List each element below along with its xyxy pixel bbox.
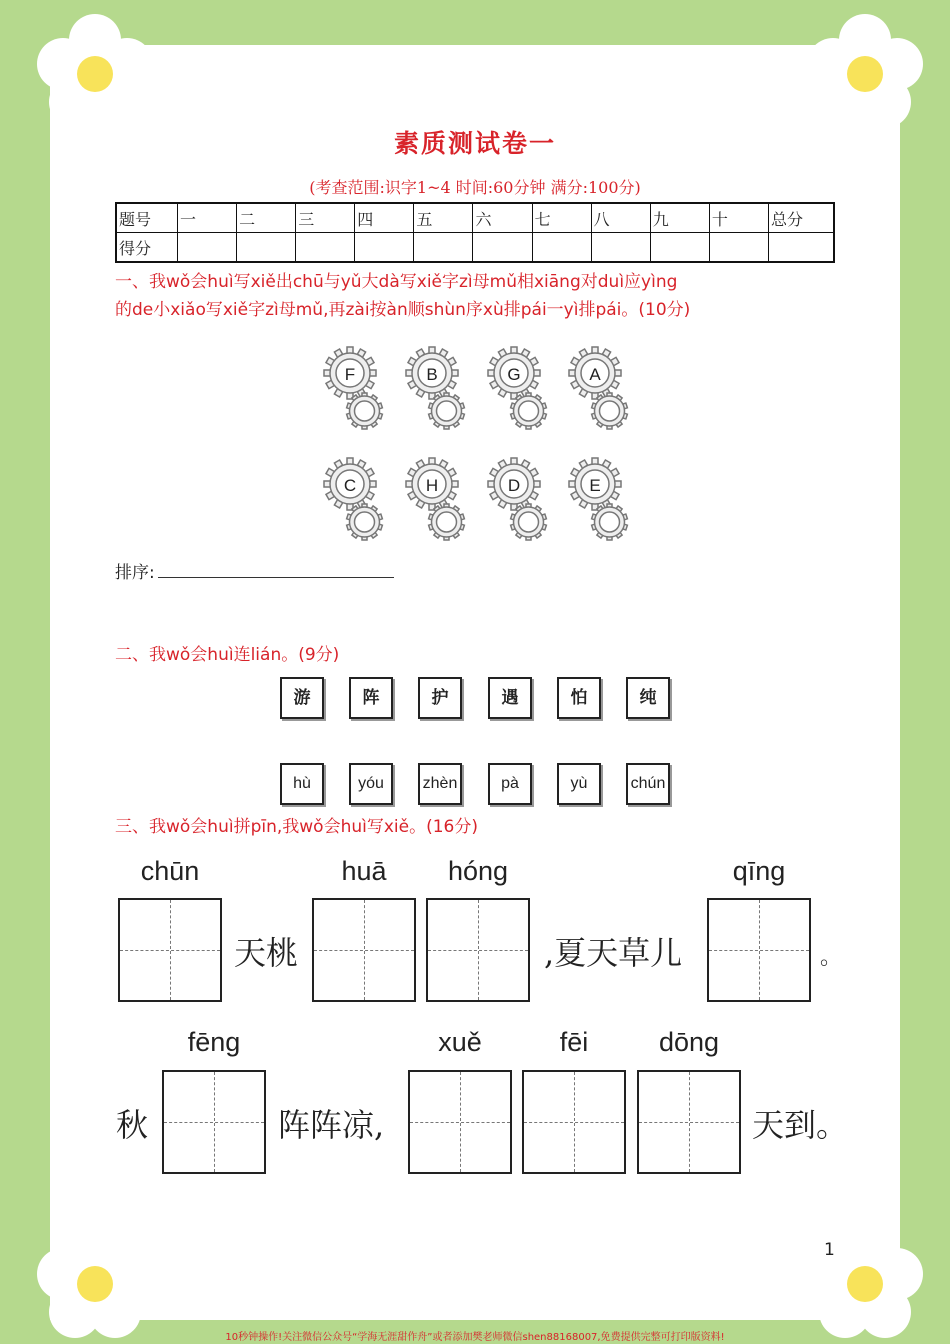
gear-letter: C: [343, 476, 357, 495]
score-input-cell[interactable]: [296, 233, 355, 263]
char-box[interactable]: 纯: [626, 677, 670, 719]
gear-letter: F: [344, 365, 356, 384]
page-title: 素质测试卷一: [393, 129, 556, 158]
char-box[interactable]: 护: [418, 677, 462, 719]
sentence-text: ,夏天草儿: [544, 934, 683, 972]
writing-grid-box[interactable]: [162, 1070, 266, 1174]
writing-grid-box[interactable]: [522, 1070, 626, 1174]
gear-icon: [567, 345, 637, 445]
gear-icon: [322, 456, 392, 556]
gear-letter: D: [507, 476, 521, 495]
flower-top-left-icon: [35, 12, 155, 132]
pinyin-box[interactable]: pà: [488, 763, 532, 805]
pinyin-label: qīng: [732, 856, 786, 886]
score-input-cell[interactable]: [769, 233, 835, 263]
score-input-cell[interactable]: [237, 233, 296, 263]
pinyin-box[interactable]: zhèn: [418, 763, 462, 805]
char-box[interactable]: 阵: [349, 677, 393, 719]
score-table-header-row: [116, 203, 834, 233]
score-input-cell[interactable]: [473, 233, 532, 263]
score-table-cell: 三: [296, 203, 355, 233]
score-input-cell[interactable]: [178, 233, 237, 263]
sentence-text: 天桃: [234, 934, 299, 972]
gear-icon: [567, 456, 637, 556]
gear-icon: [486, 345, 556, 445]
score-table-cell: 八: [591, 203, 650, 233]
score-table-cell: 六: [473, 203, 532, 233]
gear-letter: G: [507, 365, 521, 384]
score-table-score-row: [116, 233, 834, 263]
score-input-cell[interactable]: [650, 233, 709, 263]
score-table-cell: 四: [355, 203, 414, 233]
gear-letter: B: [426, 365, 438, 384]
score-table-cell: 五: [414, 203, 473, 233]
flower-top-right-icon: [805, 12, 925, 132]
gear-letter: H: [425, 476, 439, 495]
writing-grid-box[interactable]: [707, 898, 811, 1002]
q1-instruction-line1: 一、我wǒ会huì写xiě出chū与yǔ大dà写xiě字zì母mǔ相xiāng对duì应yìng: [115, 272, 678, 292]
pinyin-box[interactable]: yóu: [349, 763, 393, 805]
q3-instruction: 三、我wǒ会huì拼pīn,我wǒ会huì写xiě。(16分): [115, 817, 478, 837]
writing-grid-box[interactable]: [312, 898, 416, 1002]
gear-letter: A: [589, 365, 601, 384]
gear-icon: [486, 456, 556, 556]
gear-icon: [322, 345, 392, 445]
pinyin-label: xuě: [438, 1027, 482, 1057]
score-table-cell: 九: [650, 203, 709, 233]
score-input-cell[interactable]: [414, 233, 473, 263]
score-table-cell: 七: [532, 203, 591, 233]
sort-answer-line[interactable]: [158, 576, 394, 578]
pinyin-label: hóng: [447, 856, 509, 886]
gear-icon: [404, 345, 474, 445]
q2-instruction: 二、我wǒ会huì连lián。(9分): [115, 645, 340, 665]
score-table-cell: 二: [237, 203, 296, 233]
sentence-text: 阵阵凉,: [278, 1106, 385, 1144]
score-table-cell: 总分: [769, 203, 835, 233]
sentence-text: 。: [820, 945, 843, 970]
char-box[interactable]: 遇: [488, 677, 532, 719]
pinyin-label: huā: [341, 856, 387, 886]
pinyin-label: chūn: [140, 856, 200, 886]
score-table-cell: 一: [178, 203, 237, 233]
pinyin-box[interactable]: chún: [626, 763, 670, 805]
writing-grid-box[interactable]: [118, 898, 222, 1002]
sort-label: 排序:: [115, 563, 155, 583]
score-input-cell[interactable]: [709, 233, 768, 263]
writing-grid-box[interactable]: [426, 898, 530, 1002]
page-number: 1: [824, 1240, 835, 1260]
char-box[interactable]: 游: [280, 677, 324, 719]
sentence-text: 秋: [116, 1106, 149, 1144]
flower-bottom-right-icon: [805, 1222, 925, 1342]
gear-icon: [404, 456, 474, 556]
pinyin-box[interactable]: hù: [280, 763, 324, 805]
score-input-cell[interactable]: [591, 233, 650, 263]
char-box[interactable]: 怕: [557, 677, 601, 719]
pinyin-label: fēi: [559, 1027, 589, 1057]
q1-instruction-line2: 的de小xiǎo写xiě字zì母mǔ,再zài按àn顺shùn序xù排pái一yì排pái。(10分): [115, 300, 691, 320]
score-table-cell: 题号: [116, 203, 178, 233]
score-table-cell: 得分: [116, 233, 178, 263]
score-table: [115, 202, 835, 263]
pinyin-box[interactable]: yù: [557, 763, 601, 805]
sentence-text: 天到。: [752, 1106, 849, 1144]
pinyin-label: fēng: [187, 1027, 241, 1057]
pinyin-label: dōng: [658, 1027, 720, 1057]
writing-grid-box[interactable]: [408, 1070, 512, 1174]
footer-note: 10秒钟操作!关注微信公众号“学海无涯甜作舟”或者添加樊老师微信shen88168007,免费提供完整可打印版资料!: [225, 1332, 725, 1343]
score-table-cell: 十: [709, 203, 768, 233]
writing-grid-box[interactable]: [637, 1070, 741, 1174]
exam-info: (考查范围:识字1~4 时间:60分钟 满分:100分): [309, 178, 641, 197]
score-input-cell[interactable]: [355, 233, 414, 263]
flower-bottom-left-icon: [35, 1222, 155, 1342]
gear-letter: E: [589, 476, 601, 495]
score-input-cell[interactable]: [532, 233, 591, 263]
